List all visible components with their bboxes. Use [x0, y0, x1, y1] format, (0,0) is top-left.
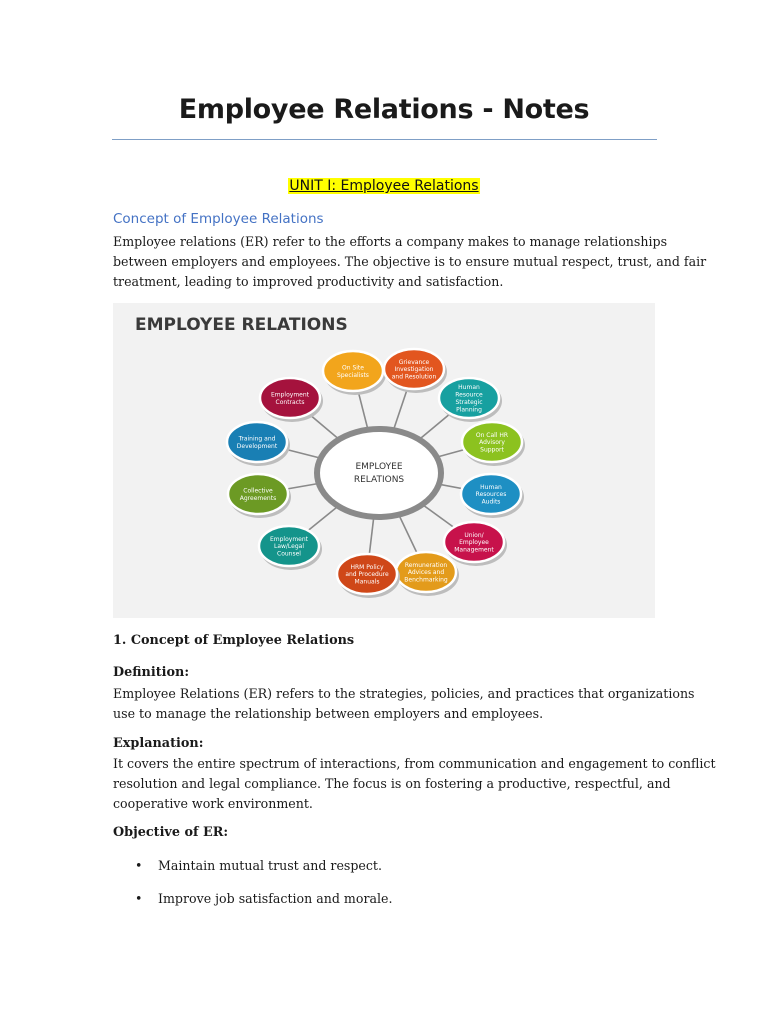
center-hub	[317, 429, 441, 517]
node-label: Investigation	[394, 366, 434, 374]
node-label: Remuneration	[404, 561, 448, 569]
bullet-icon: •	[135, 891, 143, 906]
node-label: Employment	[270, 391, 310, 399]
node-label: Resource	[455, 391, 483, 399]
definition-line: Employee Relations (ER) refers to the strategies, policies, and practices that organizations	[113, 686, 695, 701]
node-label: Training and	[238, 435, 276, 443]
diagram-node	[439, 378, 502, 422]
node-label: HRM Policy	[350, 563, 384, 571]
node-label: Advices and	[407, 569, 445, 577]
diagram-node	[384, 349, 447, 393]
node-label: Employment	[269, 535, 309, 543]
employee-relations-diagram	[113, 303, 655, 618]
node-label: Human	[480, 483, 502, 491]
explanation-line: cooperative work environment.	[113, 796, 313, 811]
list-item-text: Maintain mutual trust and respect.	[158, 858, 382, 873]
node-label: Union/	[464, 531, 484, 539]
node-label: and Procedure	[345, 571, 389, 579]
node-label: and Resolution	[391, 373, 437, 381]
intro-line: treatment, leading to improved productivity and satisfaction.	[113, 274, 504, 289]
node-label: Planning	[456, 406, 482, 414]
title-divider	[112, 139, 657, 140]
figure-title: EMPLOYEE RELATIONS	[135, 315, 348, 335]
objectives-list	[135, 856, 392, 922]
explanation-line: It covers the entire spectrum of interactions, from communication and engagement to conflict	[113, 756, 716, 771]
node-label: Law/Legal	[273, 543, 305, 551]
node-label: Advisory	[479, 439, 505, 447]
intro-line: between employers and employees. The objective is to ensure mutual respect, trust, and fair	[113, 254, 707, 269]
definition-heading: Definition:	[113, 665, 190, 680]
node-label: Human	[458, 384, 480, 392]
diagram-node	[461, 474, 524, 518]
bullet-icon: •	[135, 858, 143, 873]
node-label: Manuals	[354, 578, 380, 586]
diagram-node	[462, 422, 525, 466]
node-label: Benchmarking	[404, 576, 448, 584]
diagram-node	[323, 351, 386, 395]
node-label: Employee	[459, 539, 489, 547]
list-item	[135, 856, 392, 889]
diagram-node	[228, 474, 291, 518]
node-label: Strategic	[455, 398, 483, 406]
unit-heading-text: UNIT I: Employee Relations	[289, 178, 479, 194]
list-item	[135, 889, 392, 922]
node-label: Agreements	[239, 494, 277, 502]
section1-heading: 1. Concept of Employee Relations	[113, 633, 355, 648]
explanation-line: resolution and legal compliance. The focus is on fostering a productive, respectful, and	[113, 776, 671, 791]
node-label: Counsel	[277, 550, 301, 558]
center-label-line: EMPLOYEE	[355, 462, 403, 472]
node-label: On Site	[342, 364, 364, 372]
document-title: Employee Relations - Notes	[178, 94, 590, 125]
objective-heading: Objective of ER:	[113, 825, 229, 840]
node-label: Support	[480, 446, 504, 454]
node-label: Collective	[243, 487, 273, 495]
node-label: Contracts	[275, 398, 305, 406]
diagram-node	[259, 526, 322, 570]
node-label: Specialists	[337, 371, 369, 379]
definition-line: use to manage the relationship between employers and employees.	[113, 706, 544, 721]
node-label: Resources	[475, 491, 507, 499]
explanation-heading: Explanation:	[113, 736, 204, 751]
node-label: On Call HR	[475, 431, 509, 439]
employee-relations-figure	[113, 303, 655, 618]
list-item-text: Improve job satisfaction and morale.	[158, 891, 393, 906]
node-label: Management	[454, 546, 494, 554]
diagram-node	[444, 522, 507, 566]
node-label: Audits	[481, 498, 501, 506]
definition-paragraph	[113, 684, 695, 724]
intro-line: Employee relations (ER) refer to the efforts a company makes to manage relationships	[113, 234, 668, 249]
diagram-node	[337, 554, 400, 598]
node-label: Grievance	[398, 358, 430, 366]
diagram-node	[396, 552, 459, 596]
explanation-paragraph	[113, 754, 716, 814]
unit-heading	[0, 175, 768, 194]
node-label: Development	[236, 442, 278, 450]
intro-paragraph	[113, 232, 707, 292]
center-label-line: RELATIONS	[353, 475, 405, 485]
concept-heading: Concept of Employee Relations	[113, 211, 324, 227]
diagram-node	[260, 378, 323, 422]
diagram-node	[227, 422, 290, 466]
